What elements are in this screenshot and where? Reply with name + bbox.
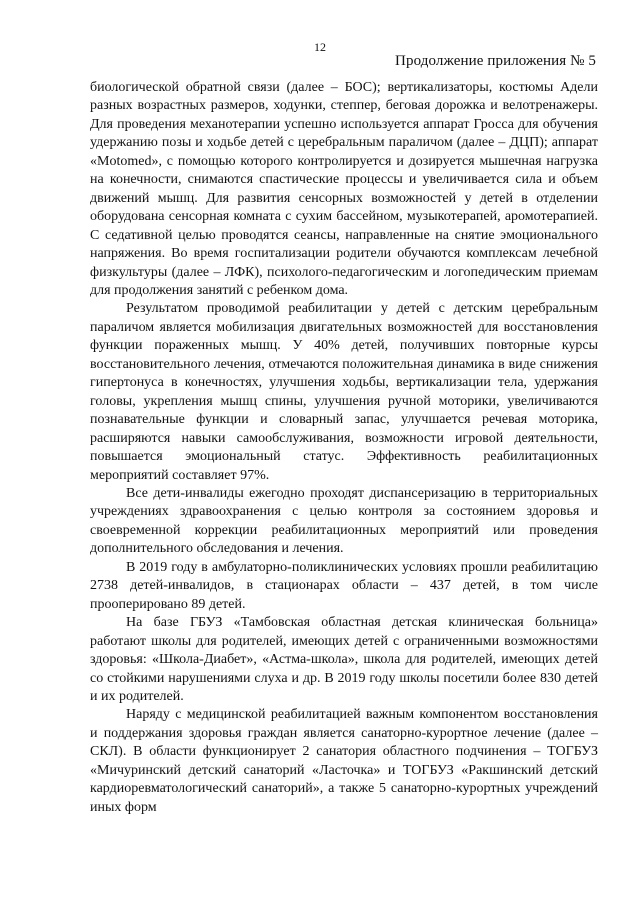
paragraph-sanatorium-treatment: Наряду с медицинской реабилитацией важным компонентом восстановления и поддержания здоровья граждан является санаторно-курортное лечение (далее – СКЛ). В области функционирует 2 санатория областного подчинения – ТОГБУЗ «Мичуринский детский санаторий «Ласточка» и ТОГБУЗ «Ракшинский детский кардиоревматологический санаторий», а также 5 санаторно-курортных учреждений иных форм — [90, 707, 598, 815]
paragraph-rehabilitation-results: Результатом проводимой реабилитации у детей с детским церебральным параличом является мобилизация двигательных возможностей для восстановления функции пораженных мышц. У 40% детей, получивших повторные курсы восстановительного лечения, отмечаются положительная динамика в виде снижения гипертонуса в конечностях, улучшения ходьбы, вертикализации тела, удержания головы, укрепления мышц спины, улучшения ручной моторики, увеличиваются познавательные функции и словарный запас, улучшается речевая моторика, расширяются навыки самообслуживания, возможности игровой деятельности, повышается эмоциональный статус. Эффективность реабилитационных мероприятий составляет 97%. — [90, 301, 598, 483]
paragraph-2019-statistics: В 2019 году в амбулаторно-поликлинических условиях прошли реабилитацию 2738 детей-инвалидов, в стационарах области – 437 детей, в том числе прооперировано 89 детей. — [90, 559, 598, 612]
running-header: Продолжение приложения № 5 — [395, 53, 596, 69]
paragraph-dispensary-examination: Все дети-инвалиды ежегодно проходят диспансеризацию в территориальных учреждениях здравоохранения с целью контроля за состоянием здоровья и своевременной коррекции реабилитационных мероприятий или проведения дополнительного обследования и лечения. — [90, 485, 598, 557]
paragraph-continuation: биологической обратной связи (далее – БОС); вертикализаторы, костюмы Адели разных возрастных размеров, ходунки, степпер, беговая дорожка и велотренажеры. Для проведения механотерапии успешно используется аппарат Гросса для обучения удержанию позы и ходьбе детей с церебральным параличом (далее – ДЦП); аппарат «Motomed», с помощью которого контролируется и дозируется мышечная нагрузка на конечности, снимаются спастические процессы и увеличивается сила и объем движений мышц. Для развития сенсорных возможностей у детей в отделении оборудована сенсорная комната с сухим бассейном, музыкотерапей, аромотерапией. С седативной целью проводятся сеансы, направленные на снятие эмоционального напряжения. Во время госпитализации родители обучаются комплексам лечебной физкультуры (далее – ЛФК), психолого-педагогическим и логопедическим приемам для продолжения занятий с ребенком дома. — [90, 80, 598, 298]
page-number: 12 — [314, 40, 326, 54]
paragraph-parent-schools: На базе ГБУЗ «Тамбовская областная детская клиническая больница» работают школы для родителей, имеющих детей с ограниченными возможностями здоровья: «Школа-Диабет», «Астма-школа», школа для родителей, имеющих детей со стойкими нарушениями слуха и др. В 2019 году школы посетили более 830 детей и их родителей. — [90, 615, 598, 704]
document-body — [90, 79, 598, 817]
